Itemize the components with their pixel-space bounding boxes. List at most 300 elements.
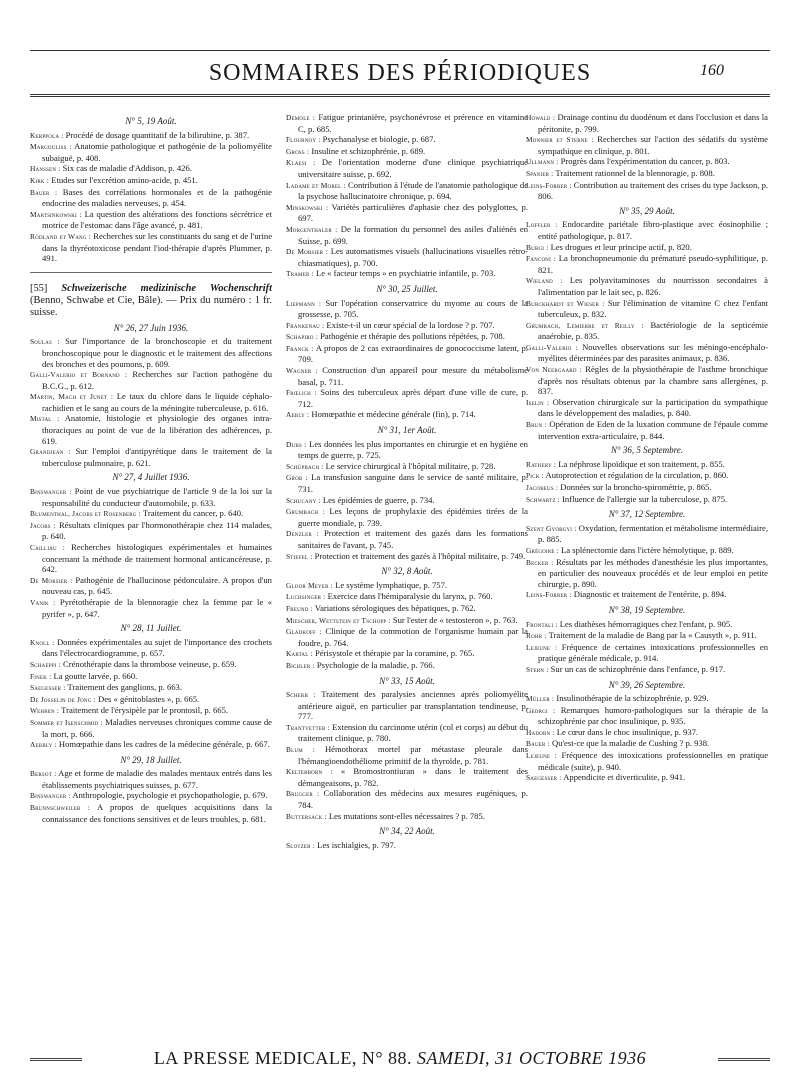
article-title: Homœpathie et médecine générale (fin), p. 714. — [311, 409, 476, 420]
article-author: Galli-Valerio : — [526, 342, 578, 352]
article-title: Bactériologie de la septicémie anaérobie, p. 835. — [538, 319, 768, 342]
article-title: Le « facteur temps » en psychiatrie infantile, p. 703. — [315, 268, 496, 279]
article-author: Schapiro : — [286, 332, 318, 342]
article-author: Frontali : — [526, 619, 558, 629]
section-divider — [30, 272, 272, 273]
article-entry — [286, 626, 528, 648]
article-entry — [286, 268, 528, 280]
article-entry — [526, 482, 768, 494]
article-entry — [286, 320, 528, 332]
article-entry — [526, 619, 768, 631]
article-title: Périsystole et thérapie par la coramine, p. 765. — [314, 648, 475, 659]
article-author: Müller : — [526, 694, 555, 704]
article-author: Soulas : — [30, 337, 60, 347]
article-title: Qu'est-ce que la maladie de Cushing ? p. 938. — [552, 738, 710, 749]
article-author: Monnier et Sterne : — [526, 135, 594, 145]
article-entry — [30, 542, 272, 575]
article-entry — [30, 597, 272, 619]
article-title: Le système lymphatique, p. 757. — [335, 579, 448, 590]
article-title: Protection et traitement des gazés dans les formations sanitaires de l'avant, p. 745. — [298, 528, 528, 550]
article-title: Existe-t-il un cœur spécial de la lordose ? p. 707. — [326, 319, 495, 330]
article-title: Soins des tuberculeux après départ d'une ville de cure, p. 712. — [298, 387, 528, 409]
article-title: Traitement rationnel de la blennoragie, p. 808. — [555, 167, 715, 178]
article-title: Anatomie pathologique et pathogénie de la poliomyélite subaiguë, p. 408. — [42, 141, 272, 163]
article-author: De Morsier : — [30, 575, 73, 585]
article-author: Martin, Mach et Junet : — [30, 392, 114, 402]
article-entry — [30, 391, 272, 413]
article-title: Sur l'élimination de vitamine C chez l'enfant tuberculeux, p. 832. — [538, 297, 768, 320]
article-entry — [30, 717, 272, 739]
article-entry — [286, 134, 528, 146]
article-entry — [30, 671, 272, 683]
article-title: Données sur la broncho-spirométrie, p. 865. — [560, 482, 712, 492]
article-title: Crénothérapie dans la thrombose veineuse, p. 659. — [63, 658, 237, 669]
article-author: Trantvetter : — [286, 722, 330, 732]
article-title: Sur l'opération conservatrice du myome au cours de la grossesse, p. 705. — [298, 297, 528, 320]
issue-date-heading: N° 27, 4 Juillet 1936. — [112, 472, 190, 483]
article-title: Oxydation, fermentation et métabolisme intermédiaire, p. 885. — [538, 522, 768, 545]
article-entry — [30, 637, 272, 659]
article-entry — [526, 545, 768, 557]
article-entry — [286, 722, 528, 744]
article-title: Recherches sur l'action pathogène du B.C.G., p. 612. — [42, 369, 272, 391]
article-entry — [526, 275, 768, 297]
article-title: Insuline et schizophrénie, p. 689. — [311, 145, 426, 156]
article-author: Leins-Forrer : — [526, 590, 572, 600]
article-title: Psychanalyse et biologie, p. 687. — [322, 134, 436, 145]
article-title: Protection et traitement des gazés à l'hôpital militaire, p. 749. — [314, 550, 526, 561]
article-author: Lejeune : — [526, 642, 558, 652]
article-entry — [526, 557, 768, 590]
article-title: Données expérimentales au sujet de l'importance des crochets dans l'électrocardiogramme, p. 657. — [42, 636, 272, 659]
article-entry — [30, 231, 272, 264]
article-entry — [30, 790, 272, 802]
article-author: Rödland et Wang : — [30, 231, 92, 241]
article-author: Howald : — [526, 113, 556, 122]
article-entry — [30, 659, 272, 671]
article-title: Extension du carcinome utérin (col et corps) au début du traitement clinique, p. 780. — [298, 721, 528, 744]
article-title: Fréquence des intoxications professionnelles en pratique médicale (suite), p. 940. — [538, 750, 768, 772]
article-entry — [286, 495, 528, 507]
article-entry — [526, 750, 768, 772]
article-author: Morgenthaler : — [286, 224, 338, 234]
article-entry — [526, 727, 768, 739]
article-title: Pathogénie et thérapie des pollutions répétées, p. 708. — [320, 331, 505, 342]
article-entry — [30, 209, 272, 231]
article-author: Binswanger : — [30, 791, 71, 801]
article-entry — [286, 387, 528, 409]
article-title: Anatomie, histologie et physiologie des organes intra-thoraciques au point de vue de la libération des adhérences, p. 619. — [42, 413, 272, 446]
article-author: Hanssen : — [30, 164, 61, 174]
article-entry — [30, 802, 272, 824]
article-author: Stern : — [526, 664, 549, 674]
article-title: Le service chirurgical à l'hôpital militaire, p. 728. — [325, 460, 496, 471]
article-author: Vanik : — [30, 597, 56, 607]
article-title: Autoprotection et régulation de la circulation, p. 860. — [545, 470, 729, 481]
article-entry — [286, 615, 528, 627]
article-author: Slotzer : — [286, 840, 315, 850]
article-author: Jacobs : — [30, 520, 56, 530]
article-author: Kerppola : — [30, 130, 64, 140]
page-number: 160 — [700, 62, 724, 79]
article-title: Règles de la physiothérapie de l'asthme bronchique d'après nos résultats obtenus par la chambre sans allergènes, p. 837. — [538, 364, 768, 397]
article-title: Le cœur dans le choc insulinique, p. 937. — [556, 726, 699, 737]
article-title: La néphrose lipoïdique et son traitement, p. 855. — [558, 458, 725, 469]
article-entry — [526, 589, 768, 601]
article-author: Szent Gyorgyi : — [526, 523, 577, 533]
page-title: SOMMAIRES DES PÉRIODIQUES — [208, 60, 592, 86]
article-entry — [30, 336, 272, 369]
article-author: Brunnschweiler : — [30, 803, 91, 813]
article-title: La bronchopneumonie du prématuré pseudo-syphilitique, p. 821. — [538, 253, 768, 275]
article-entry — [30, 130, 272, 142]
article-entry — [286, 551, 528, 563]
top-rule — [30, 50, 770, 51]
issue-date-heading: N° 30, 25 Juillet. — [376, 283, 438, 294]
article-author: Bauer : — [30, 187, 58, 197]
issue-date-heading: N° 38, 19 Septembre. — [608, 604, 686, 615]
article-title: Contribution à l'étude de l'anatomie pathologique de la psychose hallucinatoire chronique, p. 694. — [298, 179, 528, 202]
article-entry — [286, 112, 528, 134]
article-entry — [286, 506, 528, 528]
article-title: Homœpathie dans les cadres de la médecine générale, p. 667. — [58, 739, 270, 750]
article-author: Leins-Forrer : — [526, 180, 572, 190]
article-title: Les mutations sont-elles nécessaires ? p. 785. — [328, 810, 485, 821]
article-title: Les données les plus importantes en chirurgie et en hygiène en temps de guerre, p. 725. — [298, 438, 528, 461]
issue-date-heading: N° 28, 11 Juillet. — [120, 623, 182, 634]
article-entry — [286, 246, 528, 268]
column-1 — [30, 112, 272, 1044]
article-entry — [526, 630, 768, 642]
article-entry — [286, 603, 528, 615]
journal-number: [55] — [30, 282, 48, 294]
article-author: Buttersack : — [286, 811, 327, 821]
article-title: Recherches histologiques expérimentales et humaines concernant la méthode de traitement hormonal anticancéreuse, p. 642. — [42, 542, 272, 575]
article-author: Kirk : — [30, 175, 50, 185]
article-entry — [526, 664, 768, 676]
article-author: Stiefel : — [286, 551, 313, 561]
article-author: Knoll : — [30, 637, 55, 647]
article-author: Gross : — [286, 146, 310, 156]
article-entry — [286, 298, 528, 320]
issue-date-heading: N° 32, 8 Août. — [381, 566, 433, 577]
article-title: Recherches sur l'action des sédatifs du système sympathique en clinique, p. 801. — [538, 134, 768, 156]
article-entry — [286, 343, 528, 365]
article-entry — [526, 180, 768, 202]
article-entry — [30, 694, 272, 706]
article-entry — [526, 112, 768, 134]
article-title: Les polyavitaminoses du nourrisson secondaires à l'alimentation par le lait sec, p. 826. — [538, 275, 768, 297]
article-title: A propos de 2 cas extraordinaires de gonococcisme latent, p. 709. — [298, 342, 528, 365]
article-author: Denzler : — [286, 529, 319, 539]
article-title: Point de vue psychiatrique de l'article 9 de la loi sur la responsabilité du conducteur d'automobile, p. 633. — [42, 486, 272, 508]
issue-date-heading: N° 31, 1er Août. — [377, 425, 437, 436]
article-author: Sommer et Isenschmid : — [30, 717, 103, 727]
article-author: Mistal : — [30, 414, 60, 424]
article-entry — [526, 459, 768, 471]
article-entry — [526, 219, 768, 241]
article-title: La splénectomie dans l'ictère hémolytique, p. 889. — [561, 544, 734, 555]
header-rule — [30, 94, 770, 97]
article-author: Klaesi : — [286, 158, 316, 168]
article-title: La question des altérations des fonctions sécrétrice et motrice de l'estomac dans l'âge avancé, p. 481. — [42, 208, 272, 231]
article-title: Procédé de dosage quantitatif de la bilirubine, p. 387. — [65, 129, 250, 140]
article-entry — [526, 253, 768, 275]
article-title: Variations sérologiques des hépatiques, p. 762. — [314, 602, 476, 613]
article-author: Aebbly : — [30, 740, 57, 750]
article-author: Grob : — [286, 473, 308, 483]
article-author: Fanconi : — [526, 254, 556, 264]
article-entry — [526, 470, 768, 482]
article-entry — [286, 528, 528, 550]
article-entry — [30, 705, 272, 717]
article-author: Georgi : — [526, 705, 556, 715]
article-entry — [526, 298, 768, 320]
article-author: Spanier : — [526, 168, 554, 178]
article-entry — [30, 575, 272, 597]
article-title: Traitement des ganglions, p. 663. — [67, 682, 182, 693]
article-author: Flournoy : — [286, 135, 321, 145]
article-author: Brugger : — [286, 789, 320, 799]
article-entry — [30, 768, 272, 790]
article-entry — [286, 461, 528, 473]
article-author: De Josselin de Jong : — [30, 694, 96, 704]
article-entry — [526, 397, 768, 419]
article-entry — [526, 242, 768, 254]
article-title: Les diathèses hémorragiques chez l'enfant, p. 905. — [559, 618, 733, 629]
article-entry — [286, 224, 528, 246]
footer-rule-right — [718, 1058, 770, 1061]
article-entry — [526, 342, 768, 364]
article-entry — [286, 409, 528, 421]
issue-date-heading: N° 29, 18 Juillet. — [120, 754, 182, 765]
article-title: Clinique de la commotion de l'organisme humain par la foudre, p. 764. — [298, 626, 528, 648]
article-author: Hadorn : — [526, 727, 555, 737]
article-title: Les épidémies de guerre, p. 734. — [322, 494, 435, 505]
article-title: Construction d'un appareil pour mesure du métabolisme basal, p. 711. — [298, 365, 528, 387]
journal-name: Schweizerische medizinische Wochenschrift — [61, 282, 272, 294]
article-author: Minskowski : — [286, 202, 329, 212]
article-entry — [526, 134, 768, 156]
article-author: Martsinkowski : — [30, 209, 82, 219]
article-title: Variétés particulières d'aphasie chez des polyglottes, p. 697. — [298, 201, 528, 224]
article-author: Ladame et Morel : — [286, 180, 346, 190]
article-author: Cailliau : — [30, 543, 66, 552]
article-entry — [286, 146, 528, 158]
article-entry — [30, 413, 272, 446]
article-entry — [526, 419, 768, 441]
article-title: Opération de Eden de la luxation commune de l'épaule comme intervention extra-articulaire, p. 844. — [538, 419, 768, 441]
article-author: Gloor Meyer : — [286, 580, 333, 590]
article-title: Traitement de l'érysipèle par le prontosil, p. 665. — [61, 705, 229, 716]
article-author: Burgi : — [526, 242, 549, 252]
article-title: Résultats par les méthodes d'anesthésie les plus importantes, en particulier des nouveaux procédés et de leur emploi en petite chirurgie, p. 890. — [538, 556, 768, 589]
article-entry — [286, 180, 528, 202]
article-author: Blumenthal, Jacobs et Rosenberg : — [30, 509, 141, 519]
article-title: Etudes sur l'excrétion amino-acide, p. 451. — [51, 174, 198, 185]
article-entry — [30, 520, 272, 542]
article-title: Drainage continu du duodénum et dans l'occlusion et dans la péritonite, p. 799. — [538, 112, 768, 134]
article-title: Les leçons de prophylaxie des épidémies tirées de la guerre mondiale, p. 739. — [298, 506, 528, 528]
article-author: Binswanger : — [30, 487, 72, 497]
article-title: Pyrétothérapie de la blennoragie chez la femme par le « pyrifer », p. 647. — [42, 596, 272, 619]
article-title: Maladies nerveuses chroniques comme cause de la mort, p. 666. — [42, 716, 272, 739]
article-author: Frœlich : — [286, 388, 317, 398]
article-author: Ullmann : — [526, 157, 559, 167]
article-entry — [30, 446, 272, 468]
article-entry — [286, 660, 528, 672]
article-title: Les automatismes visuels (hallucinations visuelles rétro-chiasmatiques), p. 700. — [298, 246, 528, 268]
article-title: Sur l'emploi d'antipyrétique dans le traitement de la tuberculose pulmonaire, p. 621. — [42, 446, 272, 468]
article-author: Loffler : — [526, 220, 558, 230]
article-entry — [286, 788, 528, 810]
article-entry — [286, 591, 528, 603]
article-author: Jacobeus : — [526, 483, 559, 492]
article-entry — [526, 156, 768, 168]
article-title: Influence de l'allergie sur la tuberculose, p. 875. — [562, 493, 728, 504]
article-author: Franck : — [286, 343, 314, 353]
article-entry — [286, 744, 528, 766]
column-2 — [286, 112, 528, 1044]
footer — [0, 1048, 800, 1069]
article-entry — [286, 157, 528, 179]
article-title: Appendicite et diverticulite, p. 941. — [563, 772, 686, 783]
article-title: Progrès dans l'expérimentation du cancer, p. 803. — [560, 156, 730, 167]
article-title: Pathogénie de l'hallucinose pédonculaire. A propos d'un nouveau cas, p. 645. — [42, 574, 272, 597]
issue-date-heading: N° 5, 19 Août. — [125, 116, 177, 126]
article-author: Gladkoff : — [286, 627, 322, 637]
article-entry — [286, 648, 528, 660]
article-author: Finek : — [30, 671, 52, 681]
article-entry — [526, 772, 768, 784]
article-title: Des « génitoblastes », p. 665. — [98, 693, 200, 704]
footer-date: SAMEDI, 31 OCTOBRE 1936 — [417, 1048, 647, 1068]
article-title: Remarques humoro-pathologiques sur la thérapie de la schizophrénie par choc insulinique, p. 935. — [538, 704, 768, 727]
article-author: Grumbach, Lemierre et Reilly : — [526, 320, 644, 330]
article-title: Nouvelles observations sur les méningo-encéphalo-myélites déterminées par des parasites animaux, p. 836. — [538, 341, 768, 364]
article-title: Le taux du chlore dans le liquide céphalo-rachidien et le sang au cours de la méningite tuberculeuse, p. 616. — [42, 391, 272, 413]
article-author: Bauer : — [526, 739, 550, 749]
article-title: Insulinothérapie de la schizophrénie, p. 929. — [556, 693, 709, 704]
article-title: Sur un cas de schizophrénie dans l'enfance, p. 917. — [550, 663, 726, 674]
article-title: Les drogues et leur principe actif, p. 820. — [550, 241, 692, 252]
article-title: Sur l'importance de la bronchoscopie et du traitement bronchoscopique pour le diagnostic et le traitement des affections des bronches et des poumons, p. 609. — [42, 336, 272, 369]
footer-journal: LA PRESSE MEDICALE, N° 88. — [153, 1048, 413, 1068]
article-author: Bichler : — [286, 660, 315, 670]
article-entry — [30, 508, 272, 520]
article-author: Wieland : — [526, 276, 563, 286]
article-title: Traitement de la maladie de Bang par la « Causyth », p. 911. — [548, 630, 757, 641]
article-title: Fatigue printanière, psychonévrose et prérence en vitamine C, p. 685. — [298, 112, 528, 134]
article-author: Blum : — [286, 745, 315, 755]
article-author: Saegesser : — [30, 683, 66, 693]
article-title: La transfusion sanguine dans le service de santé militaire, p. 731. — [298, 472, 528, 494]
article-entry — [526, 705, 768, 727]
article-author: Liepmann : — [286, 298, 322, 308]
article-author: Bersot : — [30, 769, 57, 779]
article-entry — [526, 168, 768, 180]
article-author: Aebly : — [286, 410, 310, 420]
article-author: Burckhardt et Wieser : — [526, 298, 605, 308]
article-author: Lejeune : — [526, 751, 557, 761]
article-entry — [286, 331, 528, 343]
article-title: Sur l'ester de « testosteron », p. 763. — [392, 614, 518, 625]
article-title: « Bromostrontiuran » dans le traitement des démangeaisons, p. 782. — [298, 766, 528, 788]
article-author: De Morsier : — [286, 247, 328, 257]
article-entry — [286, 811, 528, 823]
article-title: Age et forme de maladie des malades mentaux entrés dans les établissements psychiatriques suisses, p. 677. — [42, 768, 272, 790]
article-entry — [30, 175, 272, 187]
article-entry — [30, 187, 272, 209]
article-entry — [30, 682, 272, 694]
article-title: Exercice dans l'hémiparalysie du larynx, p. 760. — [327, 591, 493, 602]
article-title: Bases des corrélations hormonales et de la pathogénie endocrine des maladies nerveuses, p. 454. — [42, 186, 272, 209]
article-entry — [526, 738, 768, 750]
issue-date-heading: N° 34, 22 Août. — [379, 826, 435, 837]
article-author: Schwartz : — [526, 494, 560, 504]
article-entry — [526, 523, 768, 545]
article-title: Traitement du cancer, p. 640. — [142, 508, 244, 519]
article-entry — [286, 472, 528, 494]
article-entry — [30, 369, 272, 391]
article-title: Diagnostic et traitement de l'entérite, p. 894. — [573, 589, 727, 600]
issue-date-heading: N° 35, 29 Août. — [619, 205, 675, 216]
article-author: Pick : — [526, 471, 544, 481]
article-title: De la formation du personnel des asiles d'aliénés en Suisse, p. 699. — [298, 223, 528, 246]
article-author: Grandjean : — [30, 447, 71, 457]
article-entry — [526, 494, 768, 506]
article-entry — [30, 739, 272, 751]
article-entry — [286, 439, 528, 461]
article-author: Schucany : — [286, 495, 321, 505]
article-author: Iselin : — [526, 397, 550, 407]
article-author: Demole : — [286, 113, 316, 122]
article-entry — [286, 689, 528, 722]
article-author: Grégoire : — [526, 545, 559, 555]
article-entry — [30, 486, 272, 508]
article-author: Margouliss : — [30, 142, 72, 152]
article-author: Von Neergaard : — [526, 365, 583, 375]
article-author: Scherb : — [286, 690, 316, 700]
issue-date-heading: N° 33, 15 Août. — [379, 675, 435, 686]
article-title: Psychologie de la maladie, p. 766. — [316, 659, 435, 670]
article-author: Saegesser : — [526, 773, 562, 783]
article-entry — [286, 202, 528, 224]
article-title: Contribution au traitement des crises du type Jackson, p. 806. — [538, 179, 768, 202]
issue-date-heading: N° 37, 12 Septembre. — [608, 509, 686, 520]
article-author: Miescher, Wettstein et Tschopp : — [286, 615, 391, 625]
article-author: Tramer : — [286, 269, 314, 279]
article-title: Observation chirurgicale sur la participation du sympathique dans le développement des maladies, p. 840. — [538, 396, 768, 419]
column-3 — [526, 112, 768, 1044]
issue-date-heading: N° 39, 26 Septembre. — [608, 679, 686, 690]
article-entry — [286, 580, 528, 592]
article-author: Wagner : — [286, 366, 318, 376]
article-title: A propos de quelques acquisitions dans la connaissance des fonctions sensitives et de leurs troubles, p. 681. — [42, 802, 272, 824]
article-title: La goutte larvée, p. 660. — [53, 670, 138, 681]
article-title: Traitement des paralysies anciennes après poliomyélite antérieure aiguë, en particulier par transplantation tendineuse, p. 777. — [298, 689, 528, 722]
article-title: Recherches sur les constituants du sang et de l'urine dans la thyréotoxicose pendant l'iod-thérapie d'après Plummer, p. 491. — [42, 230, 272, 264]
article-title: Les ischialgies, p. 797. — [317, 839, 396, 850]
article-entry — [30, 141, 272, 163]
article-author: Galli-Valerio et Bornand : — [30, 370, 128, 380]
article-title: Endocardite pariétale fibro-plastique avec éosinophilie ; entité pathologique, p. 817. — [538, 219, 768, 241]
article-title: Résultats cliniques par l'hormonothérapie chez 114 malades, p. 640. — [42, 519, 272, 542]
article-author: Dubs : — [286, 439, 307, 449]
article-title: Hémothorax mortel par métastase pleurale dans l'hémangioendothéliome primitif de la thyroïde, p. 781. — [298, 744, 528, 766]
article-author: Schaeppi : — [30, 659, 61, 669]
article-author: Rohr : — [526, 631, 547, 641]
